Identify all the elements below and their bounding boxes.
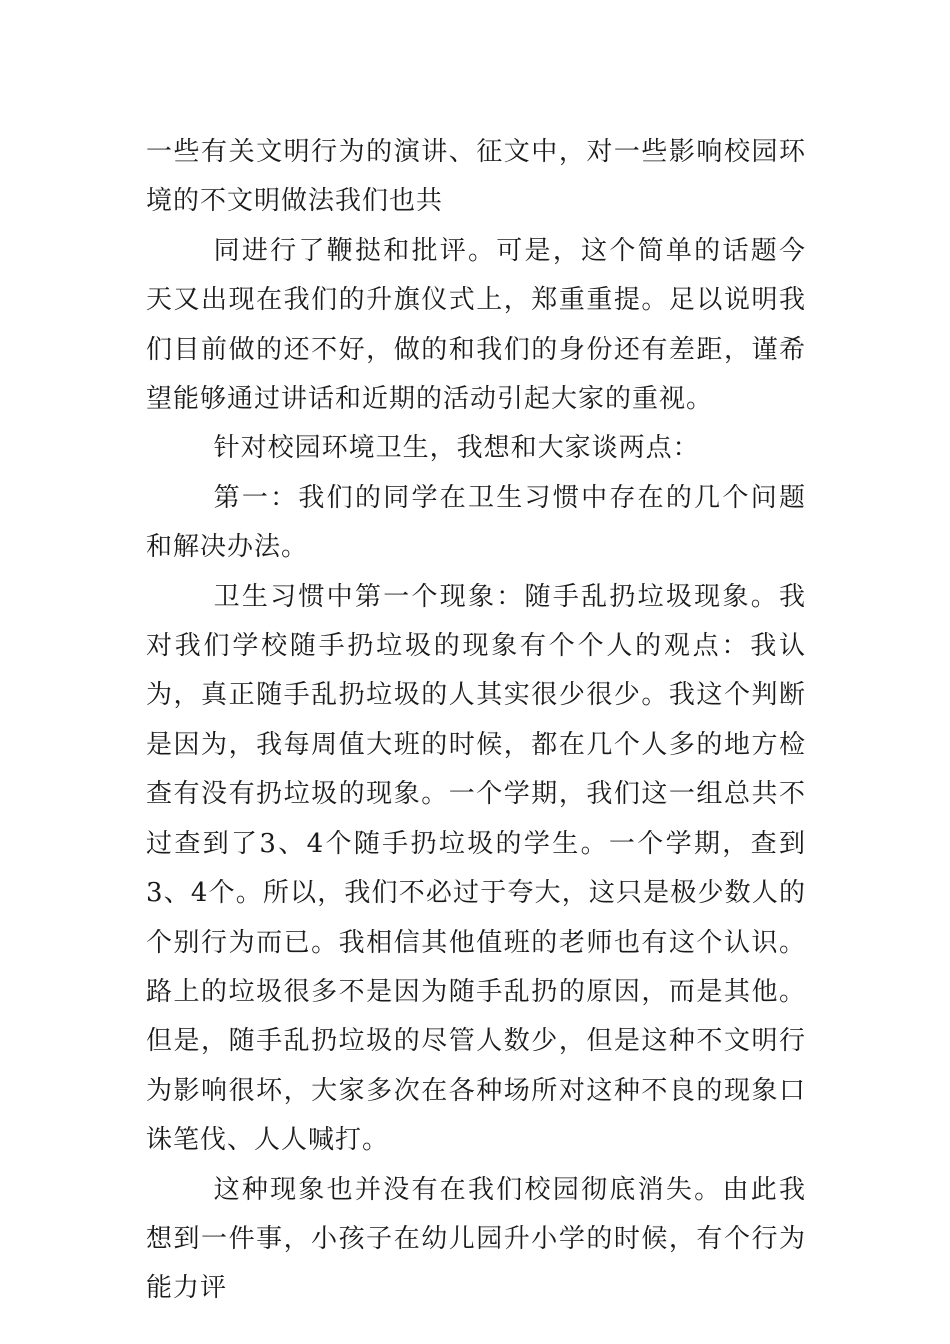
paragraph: 一些有关文明行为的演讲、征文中，对一些影响校园环境的不文明做法我们也共	[146, 137, 806, 217]
body-text	[146, 128, 806, 1314]
paragraph: 这种现象也并没有在我们校园彻底消失。由此我想到一件事，小孩子在幼儿园升小学的时候，有个行为能力评	[146, 1174, 806, 1304]
paragraph: 卫生习惯中第一个现象：随手乱扔垃圾现象。我对我们学校随手扔垃圾的现象有个个人的观点：我认为，真正随手乱扔垃圾的人其实很少很少。我这个判断是因为，我每周值大班的时候，都在几个人多的地方检查有没有扔垃圾的现象。一个学期，我们这一组总共不过查到了3、4个随手扔垃圾的学生。一个学期，查到3、4个。所以，我们不必过于夸大，这只是极少数人的个别行为而已。我相信其他值班的老师也有这个认识。路上的垃圾很多不是因为随手乱扔的原因，而是其他。但是，随手乱扔垃圾的尽管人数少，但是这种不文明行为影响很坏，大家多次在各种场所对这种不良的现象口诛笔伐、人人喊打。	[146, 581, 806, 1156]
paragraph: 同进行了鞭挞和批评。可是，这个简单的话题今天又出现在我们的升旗仪式上，郑重重提。足以说明我们目前做的还不好，做的和我们的身份还有差距，谨希望能够通过讲话和近期的活动引起大家的重视。	[146, 235, 806, 415]
paragraph: 针对校园环境卫生，我想和大家谈两点：	[213, 433, 700, 464]
paragraph: 第一：我们的同学在卫生习惯中存在的几个问题和解决办法。	[146, 482, 806, 563]
